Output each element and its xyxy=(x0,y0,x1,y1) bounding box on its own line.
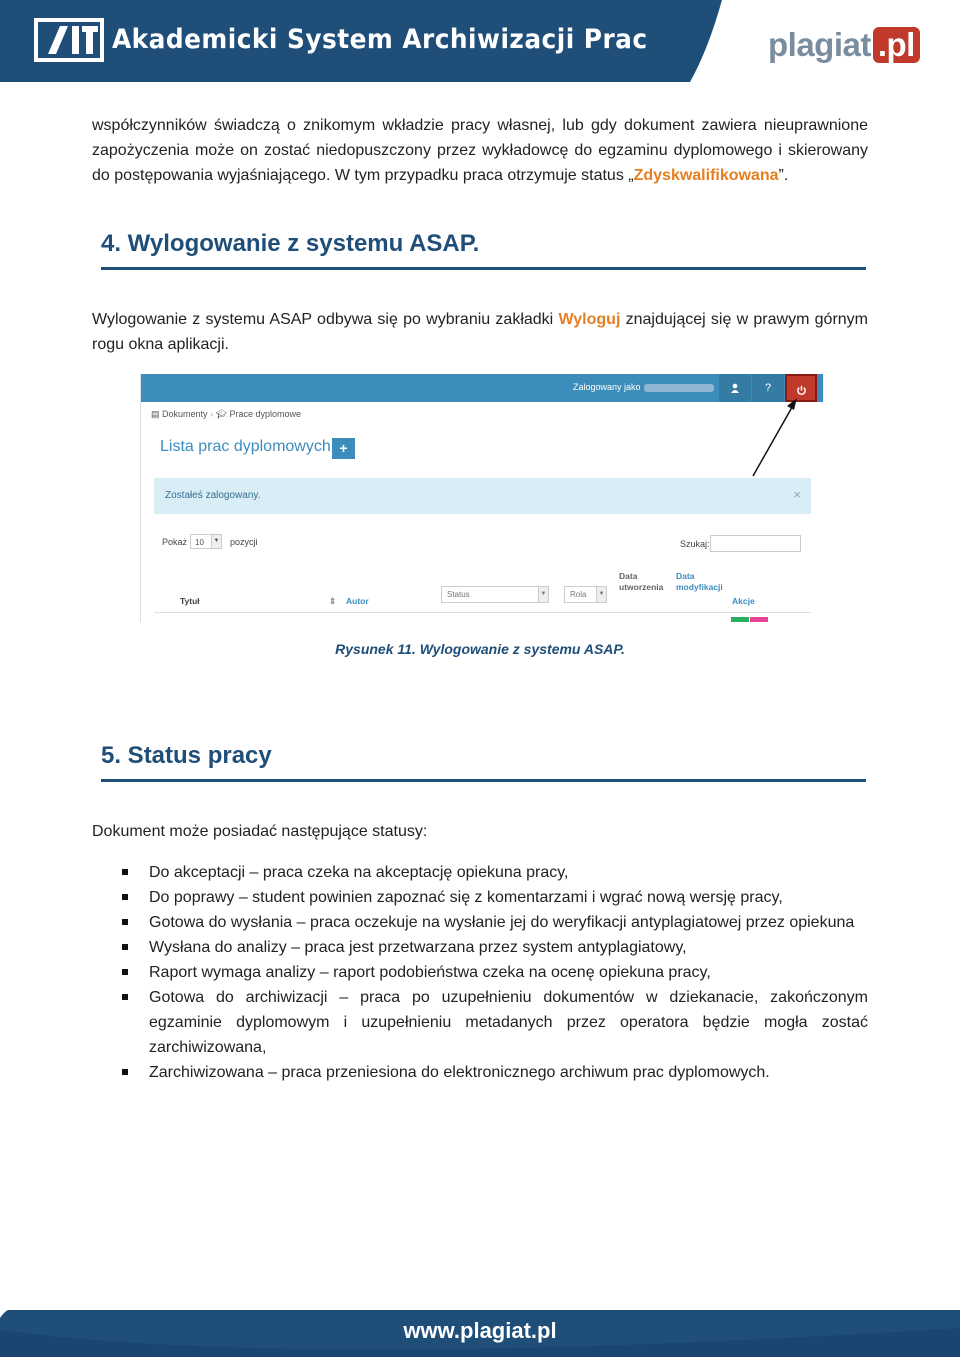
search-label: Szukaj: xyxy=(680,539,710,549)
pointer-arrow-icon xyxy=(745,396,805,480)
section-4-text-end: znajdującej się w prawym górnym rogu okna aplikacji. xyxy=(92,311,868,353)
status-disqualified: Zdyskwalifikowana xyxy=(633,167,779,184)
plagiat-logo-text: plagiat xyxy=(768,26,871,63)
bullet-icon xyxy=(122,944,128,950)
graduation-cap-icon: 🎓︎ xyxy=(215,409,228,419)
section-5-intro: Dokument może posiadać następujące statusy: xyxy=(92,823,428,840)
bullet-icon xyxy=(122,969,128,975)
app-screenshot xyxy=(140,374,823,622)
app-topbar xyxy=(141,374,823,402)
section-5-heading: 5. Status pracy xyxy=(101,742,272,769)
chevron-down-icon: ▼ xyxy=(211,535,221,548)
column-created[interactable]: Data utworzenia xyxy=(619,571,664,592)
list-item: Zarchiwizowana – praca przeniesiona do elektronicznego archiwum prac dyplomowych. xyxy=(120,1060,868,1085)
bullet-icon xyxy=(122,894,128,900)
section-4-text: Wylogowanie z systemu ASAP odbywa się po wybraniu zakładki xyxy=(92,311,559,328)
login-alert xyxy=(154,478,811,514)
document-icon: ▤ xyxy=(151,409,160,419)
help-button[interactable]: ? xyxy=(752,374,784,402)
figure-caption: Rysunek 11. Wylogowanie z systemu ASAP. xyxy=(335,641,625,657)
search-input[interactable] xyxy=(710,535,801,552)
section-4-heading: 4. Wylogowanie z systemu ASAP. xyxy=(101,230,480,257)
action-green[interactable] xyxy=(731,617,749,622)
bullet-icon xyxy=(122,919,128,925)
breadcrumb-documents[interactable]: Dokumenty xyxy=(162,409,208,419)
status-filter[interactable]: Status ▼ xyxy=(441,586,549,603)
asap-logo-icon xyxy=(34,18,104,62)
logout-link-word: Wyloguj xyxy=(558,311,621,328)
breadcrumb-separator-icon: › xyxy=(210,409,216,419)
breadcrumb-theses[interactable]: Prace dyplomowe xyxy=(229,409,302,419)
action-pink[interactable] xyxy=(750,617,768,622)
table-divider xyxy=(154,612,811,613)
plagiat-logo-badge: .pl xyxy=(873,27,920,63)
column-actions: Akcje xyxy=(732,596,755,606)
logged-in-label: Zalogowany jako xyxy=(573,382,714,392)
alert-close-icon[interactable]: × xyxy=(793,487,801,502)
footer-url[interactable]: www.plagiat.pl xyxy=(403,1318,557,1343)
plagiat-logo xyxy=(768,26,920,66)
chevron-down-icon: ▼ xyxy=(538,587,548,602)
login-alert-text: Zostałeś zalogowany. xyxy=(165,490,261,501)
page-size-select[interactable]: 10 ▼ xyxy=(190,534,222,549)
username-blurred xyxy=(644,384,714,392)
list-item: Raport wymaga analizy – raport podobieństwa czeka na ocenę opiekuna pracy, xyxy=(120,960,868,985)
column-modified[interactable]: Data modyfikacji xyxy=(676,571,723,592)
list-item: Do akceptacji – praca czeka na akceptację opiekuna pracy, xyxy=(120,860,868,885)
list-item: Do poprawy – student powinien zapoznać się z komentarzami i wgrać nową wersję pracy, xyxy=(120,885,868,910)
sort-icon: ⇕ xyxy=(329,596,337,606)
positions-label: pozycji xyxy=(230,537,258,547)
column-title[interactable]: Tytuł xyxy=(180,596,200,606)
list-item: Gotowa do wysłania – praca oczekuje na wysłanie jej do weryfikacji antyplagiatowej przez opiekuna xyxy=(120,910,868,935)
bullet-icon xyxy=(122,1069,128,1075)
show-label: Pokaż xyxy=(162,537,188,547)
user-icon xyxy=(730,383,740,393)
chevron-down-icon: ▼ xyxy=(596,587,606,602)
intro-paragraph xyxy=(92,113,868,188)
page-header xyxy=(0,0,960,82)
section-5-rule xyxy=(101,779,866,782)
list-item: Wysłana do analizy – praca jest przetwarzana przez system antyplagiatowy, xyxy=(120,935,868,960)
role-filter[interactable]: Rola ▼ xyxy=(564,586,607,603)
bullet-icon xyxy=(122,869,128,875)
breadcrumb xyxy=(151,409,301,420)
intro-text-end: ”. xyxy=(778,167,789,184)
intro-text: współczynników świadczą o znikomym wkładzie pracy własnej, lub gdy dokument zawiera nieuprawnione zapożyczenia może on zostać niedopuszczony przez wykładowcę do egzaminu dyplomowego i skierowany do postępowania wyjaśniającego. W tym przypadku praca otrzymuje status „ xyxy=(92,117,868,184)
status-list xyxy=(120,860,868,1085)
add-thesis-button[interactable]: + xyxy=(332,438,355,459)
list-title: Lista prac dyplomowych xyxy=(160,438,331,455)
page-footer xyxy=(0,1310,960,1357)
bullet-icon xyxy=(122,994,128,1000)
header-title: Akademicki System Archiwizacji Prac xyxy=(112,24,648,55)
column-author[interactable]: Autor xyxy=(346,596,369,606)
section-4-rule xyxy=(101,267,866,270)
list-item: Gotowa do archiwizacji – praca po uzupełnieniu dokumentów w dziekanacie, zakończonym egzaminie dyplomowym i uzupełnieniu metadanych przez operatora będzie mogła zostać zarchiwizowana, xyxy=(120,985,868,1060)
section-4-paragraph xyxy=(92,307,868,357)
power-icon xyxy=(796,385,807,396)
